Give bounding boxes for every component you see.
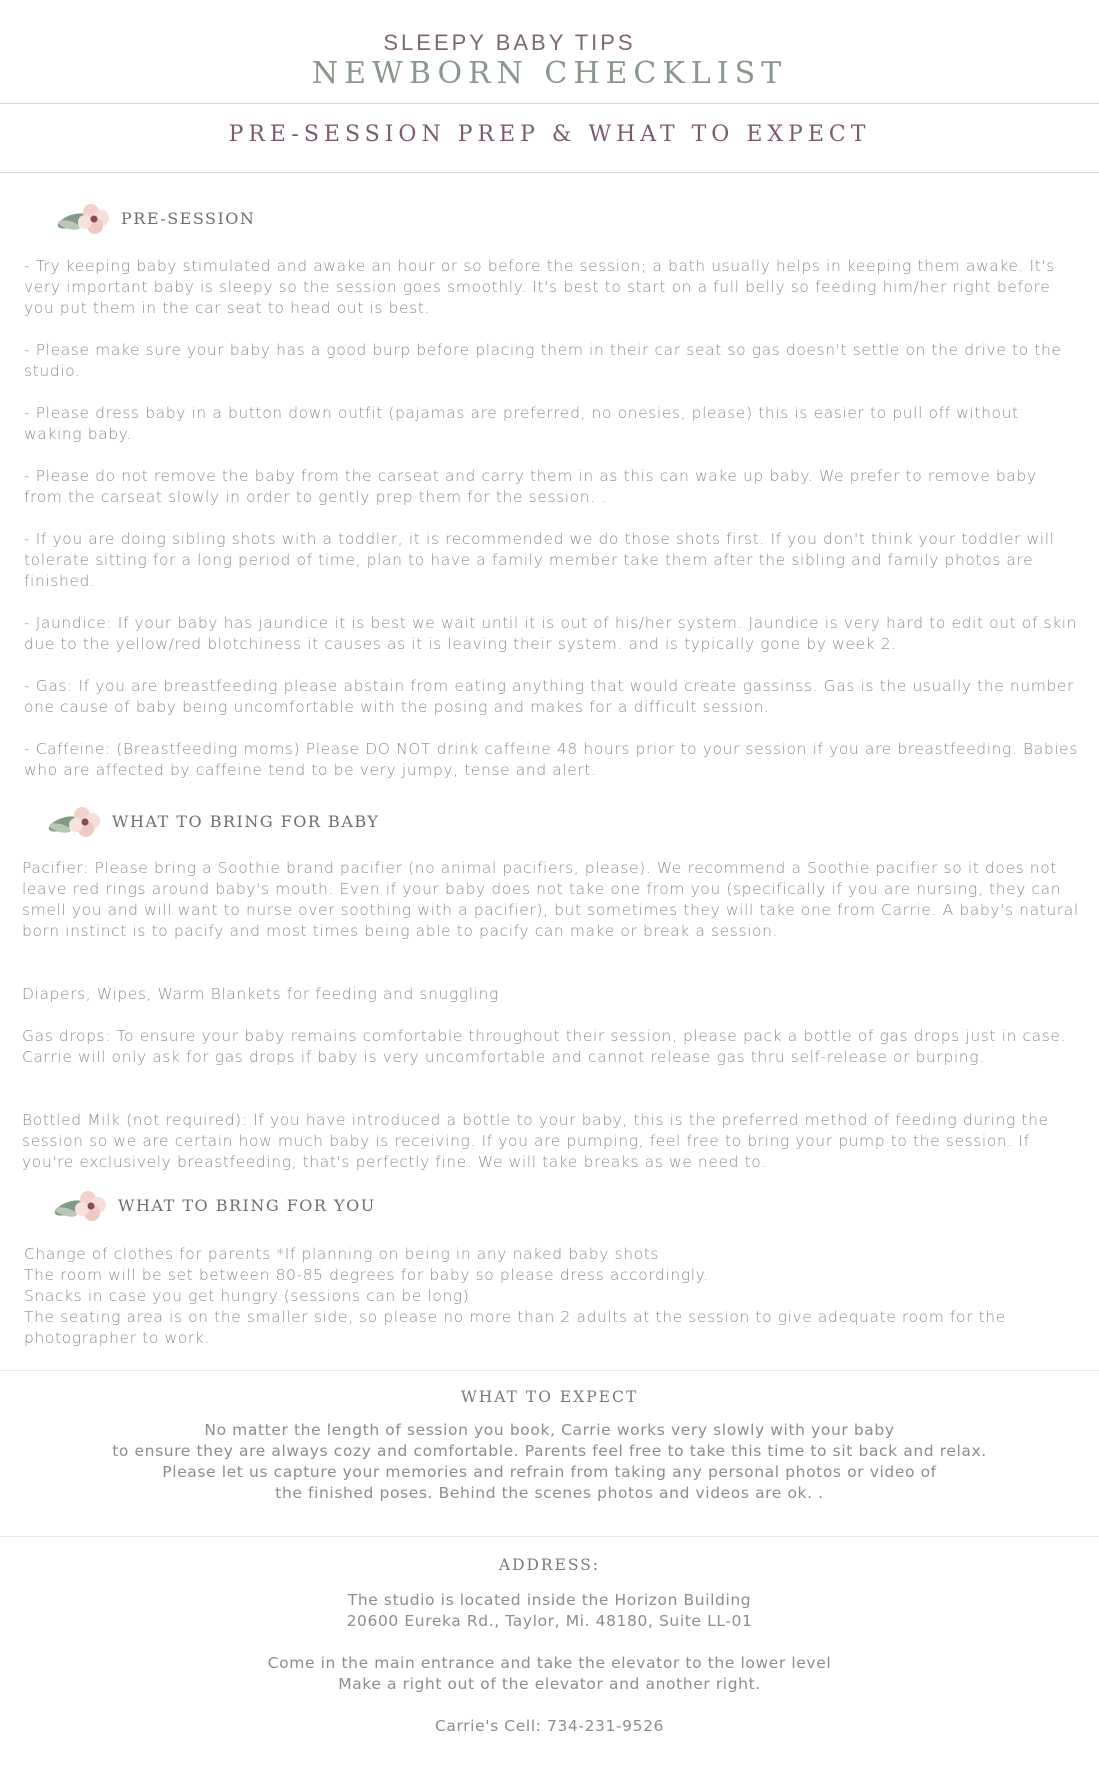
- page-header: [0, 0, 1099, 103]
- address-line: 20600 Eureka Rd., Taylor, Mi. 48180, Suite LL-01: [346, 1612, 753, 1630]
- bring-baby-item: Pacifier: Please bring a Soothie brand pacifier (no animal pacifiers, please). We recommend a Soothie pacifier so it does not leave red rings around baby's mouth. Even if your baby does not take one from you (specifically if you are nursing, they can smell you and will want to nurse over soothing with a pacifier), but sometimes they will take one from Carrie. A baby's natural born instinct is to pacify and most times being able to pacify can make or break a session.: [22, 859, 1079, 940]
- address-title: ADDRESS:: [498, 1556, 601, 1574]
- pre-session-item: - If you are doing sibling shots with a toddler, it is recommended we do those shots first. If you don't think your toddler will tolerate sitting for a long period of time, plan to have a family member take them after the sibling and family photos are finished.: [24, 530, 1055, 590]
- address-block: [0, 1556, 1099, 1737]
- expect-title: WHAT TO EXPECT: [460, 1388, 639, 1406]
- bring-you-item: The room will be set between 80-85 degrees for baby so please dress accordingly.: [24, 1266, 709, 1284]
- bring-baby-item: Gas drops: To ensure your baby remains comfortable throughout their session, please pack a bottle of gas drops just in case. Carrie will only ask for gas drops if baby is very uncomfortable and cannot release gas thru self-release or burping.: [22, 1027, 1067, 1066]
- flower-icon: [55, 198, 115, 238]
- pre-session-item: - Jaundice: If your baby has jaundice it is best we wait until it is out of his/her system. Jaundice is very hard to edit out of skin due to the yellow/red blotchiness it causes as it is leaving their system. and is typically gone by week 2.: [24, 614, 1078, 653]
- bring-you-item: Snacks in case you get hungry (sessions can be long): [24, 1287, 470, 1305]
- header-subtitle: SLEEPY BABY TIPS: [383, 30, 636, 55]
- section-title: PRE-SESSION: [121, 208, 256, 228]
- expect-line: Please let us capture your memories and refrain from taking any personal photos or video of: [162, 1463, 937, 1481]
- divider: [0, 172, 1099, 173]
- bring-baby-item: Bottled Milk (not required): If you have introduced a bottle to your baby, this is the preferred method of feeding during the session so we are certain how much baby is receiving. If you are pumping, feel free to bring your pump to the session. If you're exclusively breastfeeding, that's perfectly fine. We will take breaks as we need to.: [22, 1111, 1049, 1171]
- flower-icon: [46, 801, 106, 841]
- bring-baby-heading: [46, 801, 379, 841]
- bring-you-item: Change of clothes for parents *If planning on being in any naked baby shots: [24, 1245, 660, 1263]
- section-band-title: PRE-SESSION PREP & WHAT TO EXPECT: [228, 122, 871, 147]
- pre-session-item: - Please make sure your baby has a good burp before placing them in their car seat so gas doesn't settle on the drive to the studio.: [24, 341, 1062, 380]
- header-title: NEWBORN CHECKLIST: [311, 56, 788, 91]
- expect-line: to ensure they are always cozy and comfortable. Parents feel free to take this time to sit back and relax.: [112, 1442, 987, 1460]
- pre-session-item: - Please dress baby in a button down outfit (pajamas are preferred, no onesies, please) this is easier to pull off without waking baby.: [24, 404, 1019, 443]
- address-line: The studio is located inside the Horizon Building: [347, 1591, 752, 1609]
- pre-session-item: - Please do not remove the baby from the carseat and carry them in as this can wake up baby. We prefer to remove baby from the carseat slowly in order to gently prep them for the session. .: [24, 467, 1037, 506]
- pre-session-item: - Gas: If you are breastfeeding please abstain from eating anything that would create gassinss. Gas is the usually the number one cause of baby being uncomfortable with the posing and makes for a difficult session.: [24, 677, 1075, 716]
- directions-line: Come in the main entrance and take the elevator to the lower level: [267, 1654, 832, 1672]
- divider: [0, 1370, 1099, 1371]
- pre-session-heading: [55, 198, 255, 238]
- what-to-expect: [0, 1388, 1099, 1504]
- phone-number[interactable]: Carrie's Cell: 734-231-9526: [434, 1717, 665, 1735]
- divider: [0, 103, 1099, 104]
- bring-you-item: The seating area is on the smaller side, so please no more than 2 adults at the session to give adequate room for the photographer to work.: [24, 1308, 1006, 1347]
- bring-you-heading: [52, 1185, 376, 1225]
- bring-baby-item: Diapers, Wipes, Warm Blankets for feeding and snuggling: [22, 985, 499, 1003]
- section-title: WHAT TO BRING FOR YOU: [118, 1195, 376, 1215]
- divider: [0, 1536, 1099, 1537]
- pre-session-item: - Caffeine: (Breastfeeding moms) Please DO NOT drink caffeine 48 hours prior to your session if you are breastfeeding. Babies who are affected by caffeine tend to be very jumpy, tense and alert.: [24, 740, 1078, 779]
- expect-line: No matter the length of session you book, Carrie works very slowly with your baby: [204, 1421, 895, 1439]
- pre-session-item: - Try keeping baby stimulated and awake an hour or so before the session; a bath usually helps in keeping them awake. It's very important baby is sleepy so the session goes smoothly. It's best to start on a full belly so feeding him/her right before you put them in the car seat to head out is best.: [24, 257, 1055, 317]
- expect-line: the finished poses. Behind the scenes photos and videos are ok. .: [275, 1484, 824, 1502]
- directions-line: Make a right out of the elevator and another right.: [338, 1675, 761, 1693]
- flower-icon: [52, 1185, 112, 1225]
- section-title: WHAT TO BRING FOR BABY: [112, 811, 380, 831]
